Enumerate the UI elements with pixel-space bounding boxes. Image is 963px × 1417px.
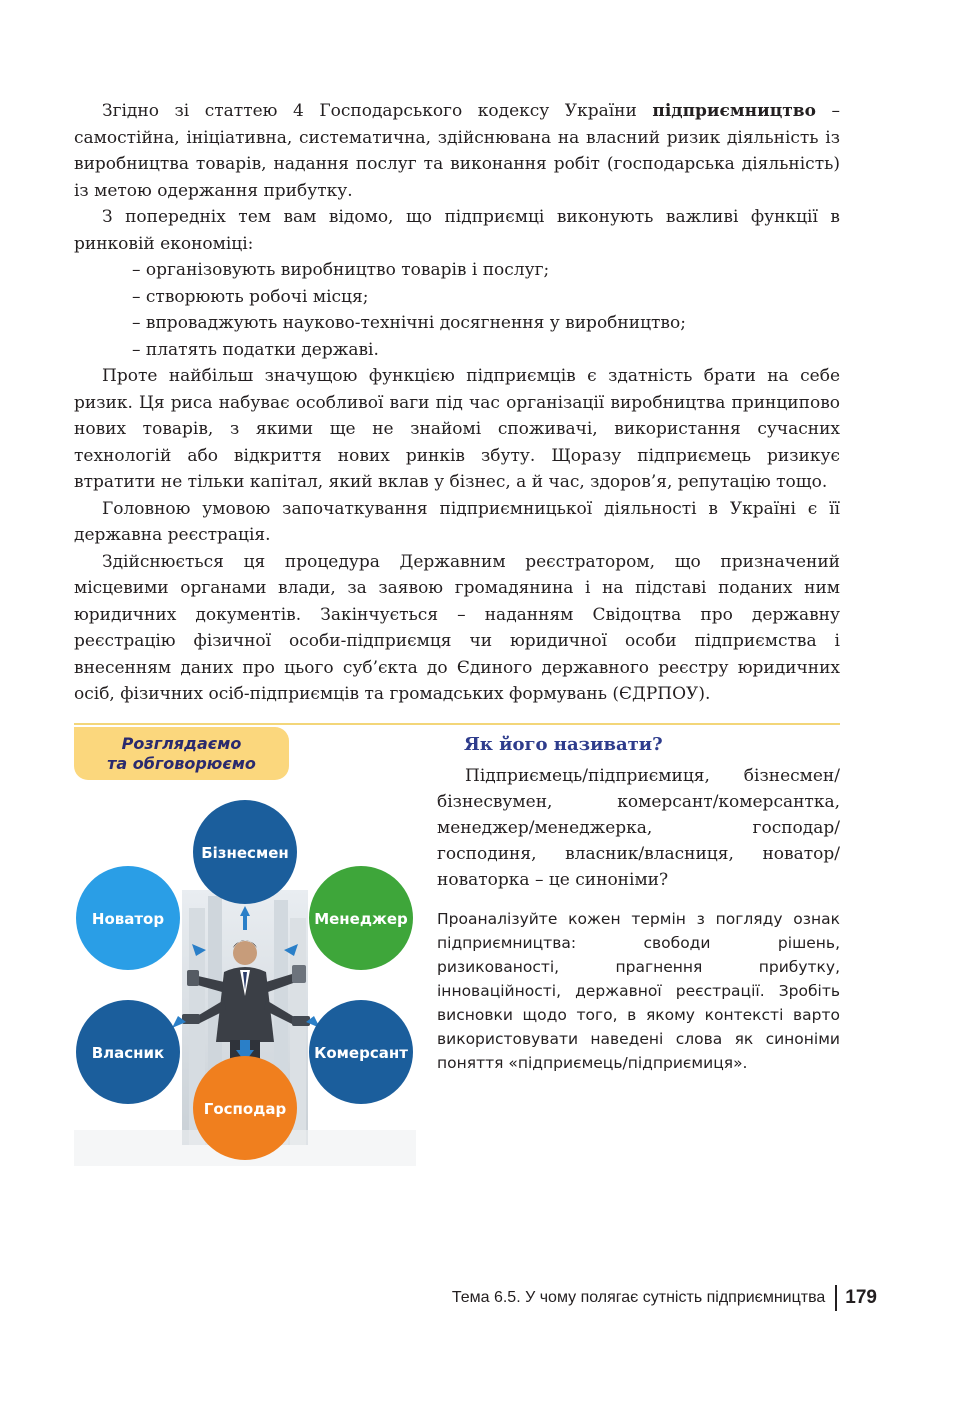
aside-task: Проаналізуйте кожен термін з погляду ознак підприємництва: свободи рішень, ризикованості, прагнення прибутку, інноваційності, державної реєстрації. Зробіть висновки щодо того, в якому контексті варто використовувати наведені слова як синоніми поняття «підприємець/підприємиця». xyxy=(437,910,840,1072)
definition-lead: Згідно зі статтею 4 Господарського кодексу України xyxy=(102,101,653,121)
section-divider xyxy=(74,723,840,725)
synonym-label: Господар xyxy=(203,1100,287,1118)
list-item: – створюють робочі місця; xyxy=(132,284,840,311)
paragraph-registration: Головною умовою започаткування підприємницької діяльності в Україні є її державна реєстрація. xyxy=(74,498,840,545)
aside-question: Підприємець/підприємиця, бізнесмен/бізнесвумен, комерсант/комерсантка, менеджер/менеджерка, господар/господиня, власник/власниця, новатор/новаторка – це синоніми? xyxy=(437,766,840,890)
badge-line-1: Розглядаємо xyxy=(121,733,242,753)
list-item: – організовують виробництво товарів і послуг; xyxy=(132,257,840,284)
paragraph-risk: Проте найбільш значущою функцією підприємців є здатність брати на себе ризик. Ця риса набуває особливої ваги під час організації виробництва принципово нових товарів, з якими ще не знайомі споживачі, використання сучасних технологій або відкриття нових ринків збуту. Щоразу підприємець ризикує втратити не тільки капітал, який вклав у бізнес, а й час, здоров’я, репутацію тощо. xyxy=(74,366,840,492)
definition-term: підприємництво xyxy=(652,101,816,121)
functions-list xyxy=(74,257,840,363)
paragraph-functions-intro: З попередніх тем вам відомо, що підприємці виконують важливі функції в ринковій економіці: xyxy=(74,207,840,254)
synonym-label: Власник xyxy=(91,1044,165,1062)
paragraph-definition xyxy=(74,98,840,204)
synonym-label: Новатор xyxy=(91,910,165,928)
definition-body: – самостійна, ініціативна, систематична, здійснювана на власний ризик діяльність із виробництва товарів, надання послуг та виконання робіт (господарська діяльність) із метою одержання прибутку. xyxy=(74,101,841,201)
synonym-label: Менеджер xyxy=(314,910,408,928)
list-item: – впроваджують науково-технічні досягнення у виробництво; xyxy=(132,310,840,337)
synonym-label: Бізнесмен xyxy=(201,844,289,862)
aside-column xyxy=(437,733,840,1075)
page-footer xyxy=(452,1284,877,1312)
diagram-canvas xyxy=(74,800,416,1166)
footer-divider xyxy=(835,1285,837,1311)
paragraph-procedure: Здійснюється ця процедура Державним реєстратором, що призначений місцевими органами влади, за заявою громадянина і на підставі поданих ним юридичних документів. Закінчується – наданням Свідоцтва про державну реєстрацію фізичної особи-підприємця чи юридичної особи підприємства і внесенням даних про цього суб’єкта до Єдиного державного реєстру юридичних осіб, фізичних осіб-підприємців та громадських формувань (ЄДРПОУ). xyxy=(74,551,840,704)
footer-topic: Тема 6.5. У чому полягає сутність підприємництва xyxy=(451,1289,826,1306)
synonyms-diagram xyxy=(74,800,416,1166)
discuss-badge xyxy=(74,727,289,780)
page-number: 179 xyxy=(845,1287,877,1308)
list-item: – платять податки державі. xyxy=(132,337,840,364)
synonym-label: Комерсант xyxy=(314,1044,408,1062)
main-text xyxy=(74,98,840,708)
badge-line-2: та обговорюємо xyxy=(107,753,256,773)
aside-title: Як його називати? xyxy=(464,734,663,755)
